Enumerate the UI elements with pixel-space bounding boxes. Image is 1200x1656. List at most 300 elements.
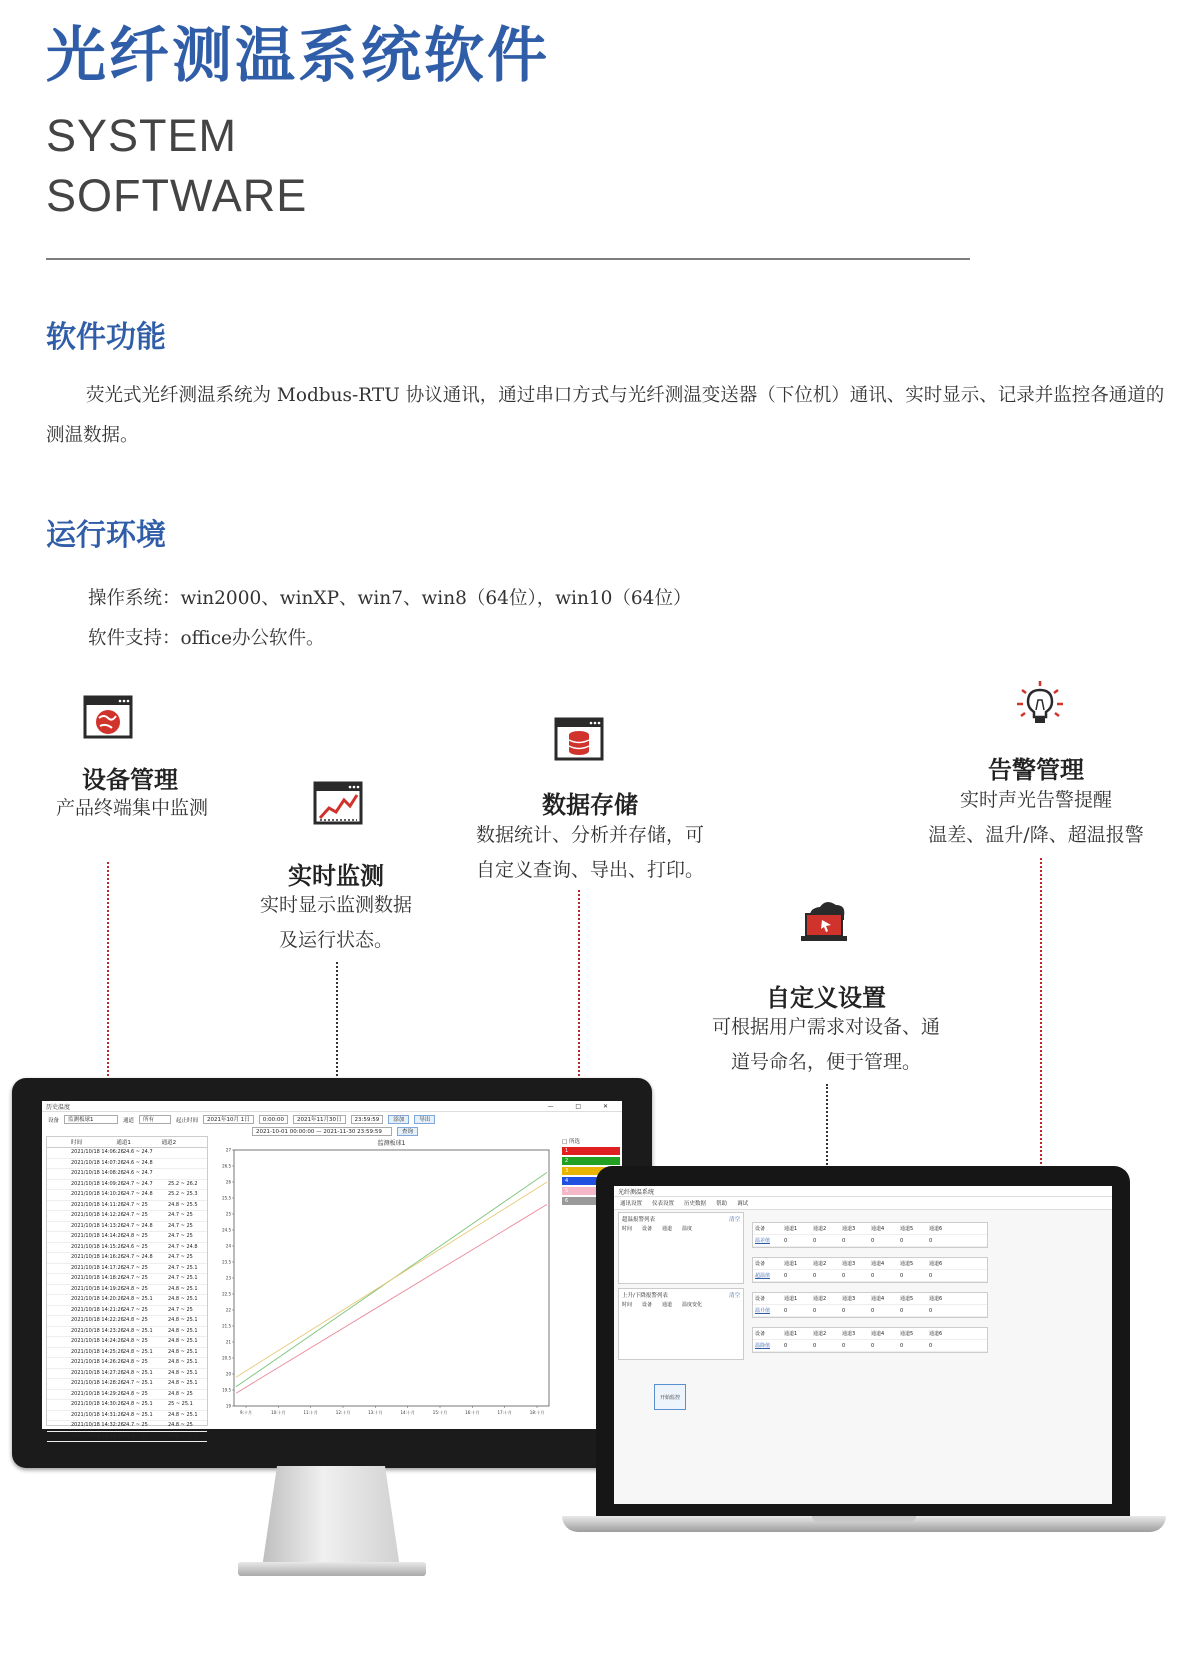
device-select[interactable]: 监测板球1 <box>64 1115 118 1124</box>
table-cell: 24.7 ~ 25 <box>167 1254 193 1260</box>
table-row[interactable] <box>47 1306 207 1317</box>
table-cell: 2021/10/18 14:07:26 <box>71 1159 124 1166</box>
table-cell: 24.8 ~ 25.1 <box>123 1411 153 1418</box>
table-row[interactable] <box>47 1337 207 1348</box>
table-cell: 24.8 ~ 25.1 <box>123 1327 153 1334</box>
y-tick-label: 22.5 <box>222 1291 231 1297</box>
grid-header-cell: 通道4 <box>871 1331 885 1337</box>
x-tick-label: 10:十月 <box>271 1410 286 1415</box>
table-header <box>47 1137 207 1148</box>
table-row[interactable] <box>47 1180 207 1191</box>
table-cell: 24.8 ~ 25 <box>123 1359 148 1365</box>
grid-header <box>753 1328 987 1340</box>
table-row[interactable] <box>47 1432 207 1443</box>
menu-bar <box>614 1197 1112 1210</box>
col-ch2: 通道2 <box>161 1140 177 1146</box>
window-titlebar <box>42 1101 622 1112</box>
menu-help[interactable]: 帮助 <box>716 1201 728 1207</box>
table-cell: 24.8 ~ 25.1 <box>167 1380 198 1386</box>
y-tick-label: 25.5 <box>222 1195 231 1201</box>
table-cell: 24.7 ~ 25 <box>167 1233 193 1239</box>
channel-label: 通道 <box>123 1117 135 1124</box>
storage-desc-2: 自定义查询、导出、打印。 <box>475 859 704 881</box>
grid-header-cell: 通道2 <box>813 1261 827 1267</box>
grid-header-cell: 通道4 <box>871 1296 885 1302</box>
table-cell: 24.6 ~ 25 <box>123 1243 148 1250</box>
table-cell: 24.8 ~ 25.1 <box>123 1401 153 1407</box>
series-line <box>236 1182 547 1377</box>
table-cell: 2021/10/18 14:15:26 <box>71 1243 124 1250</box>
end-time[interactable]: 23:59:59 <box>351 1115 384 1124</box>
table-cell: 2021/10/18 14:32:26 <box>71 1422 124 1428</box>
table-cell: 24.6 ~ 24.8 <box>123 1159 153 1166</box>
x-tick-label: 11:十月 <box>303 1410 318 1415</box>
start-monitoring-button[interactable]: 开始监控 <box>654 1384 686 1410</box>
overtemp-col-device: 设备 <box>642 1226 653 1232</box>
device-connector <box>107 862 109 1076</box>
y-tick-label: 23 <box>225 1275 231 1281</box>
overtemp-col-temp: 温度 <box>682 1226 693 1232</box>
y-tick-label: 21 <box>225 1339 231 1345</box>
table-cell: 24.7 ~ 25 <box>123 1264 148 1271</box>
table-cell: 2021/10/18 14:06:26 <box>71 1149 124 1155</box>
col-ch1: 通道1 <box>116 1140 131 1146</box>
table-cell: 2021/10/18 14:31:26 <box>71 1411 124 1418</box>
y-tick-label: 20 <box>225 1371 231 1377</box>
table-row[interactable] <box>47 1390 207 1401</box>
query-button[interactable]: 查询 <box>397 1127 418 1136</box>
add-button[interactable]: 添加 <box>388 1115 409 1124</box>
database-icon <box>553 716 605 762</box>
table-cell: 24.8 ~ 25.1 <box>167 1369 198 1376</box>
x-tick-label: 17:十月 <box>497 1410 512 1415</box>
range-display: 2021-10-01 00:00:00 — 2021-11-30 23:59:59 <box>252 1127 392 1136</box>
grid-value: 0 <box>842 1342 846 1349</box>
table-cell: 2021/10/18 14:12:26 <box>71 1212 124 1218</box>
table-cell: 24.7 ~ 24.8 <box>123 1222 153 1229</box>
grid-value: 0 <box>813 1237 817 1244</box>
channel-select[interactable]: 所有 <box>139 1115 171 1124</box>
grid-header <box>753 1293 987 1305</box>
table-cell <box>168 1159 207 1169</box>
grid-row <box>753 1235 987 1247</box>
legend-item[interactable]: 5 <box>562 1187 620 1195</box>
grid-header-cell: 通道6 <box>929 1261 943 1267</box>
storage-desc-1: 数据统计、分析并存储，可 <box>475 824 704 846</box>
export-button[interactable]: 导出 <box>414 1115 435 1124</box>
grid-row <box>753 1270 987 1282</box>
custom-title: 自定义设置 <box>766 983 886 1012</box>
history-table <box>46 1136 208 1439</box>
grid-value: 0 <box>929 1342 933 1349</box>
storage-title: 数据存储 <box>542 790 638 819</box>
table-cell: 24.7 ~ 24.7 <box>123 1180 153 1187</box>
grid-header-cell: 通道1 <box>784 1331 798 1337</box>
grid-value: 0 <box>813 1342 817 1349</box>
table-cell: 2021/10/18 14:25:26 <box>71 1348 124 1355</box>
table-cell: 2021/10/18 14:11:26 <box>71 1201 124 1208</box>
subtitle-line2: SOFTWARE <box>46 170 308 221</box>
table-cell: 2021/10/18 14:17:26 <box>71 1264 124 1271</box>
table-cell: 24.7 ~ 25 <box>123 1306 148 1313</box>
storage-connector <box>578 890 580 1076</box>
history-window <box>42 1101 622 1439</box>
grid-header-cell: 通道2 <box>813 1226 827 1232</box>
laptop-window-title: 光纤测温系统 <box>618 1188 655 1196</box>
grid-header-cell: 通道6 <box>929 1226 943 1232</box>
table-cell: 2021/10/18 14:27:26 <box>71 1369 124 1376</box>
table-cell: 24.7 ~ 25 <box>167 1222 193 1229</box>
laptop-notch <box>812 1516 916 1522</box>
grid-value: 0 <box>784 1307 788 1314</box>
table-cell: 24.8 ~ 25.1 <box>167 1327 198 1334</box>
grid-header-cell: 通道6 <box>929 1331 943 1337</box>
table-cell: 2021/10/18 14:08:26 <box>71 1170 124 1176</box>
grid-value: 0 <box>871 1342 875 1349</box>
table-row[interactable] <box>47 1201 207 1212</box>
table-cell: 24.8 ~ 25.1 <box>167 1359 198 1365</box>
grid-row-link[interactable]: 温差值 <box>755 1238 771 1244</box>
grid-value: 0 <box>784 1272 788 1279</box>
table-cell: 24.8 ~ 25 <box>123 1338 148 1344</box>
grid-value: 0 <box>929 1272 933 1279</box>
table-row[interactable] <box>47 1379 207 1390</box>
grid-header-cell: 设备 <box>755 1296 766 1302</box>
table-cell: 2021/10/18 14:23:26 <box>71 1327 124 1334</box>
table-row[interactable] <box>47 1411 207 1422</box>
rise-col-channel: 通道 <box>662 1302 673 1308</box>
table-cell: 24.7 ~ 24.8 <box>123 1191 153 1197</box>
table-row[interactable] <box>47 1421 207 1432</box>
table-row[interactable] <box>47 1400 207 1411</box>
table-cell: 2021/10/18 14:10:26 <box>71 1191 124 1197</box>
table-row[interactable] <box>47 1327 207 1338</box>
table-cell: 2021/10/18 14:20:26 <box>71 1296 124 1302</box>
y-tick-label: 20.5 <box>222 1355 231 1361</box>
table-cell: 24.7 ~ 24.8 <box>123 1254 153 1260</box>
table-cell: 24.8 ~ 25.1 <box>167 1317 198 1323</box>
realtime-connector <box>336 962 338 1076</box>
grid-value: 0 <box>900 1272 904 1279</box>
legend-item[interactable]: 3 <box>562 1167 620 1175</box>
grid-value: 0 <box>842 1272 846 1279</box>
table-cell: 24.7 ~ 24.8 <box>167 1243 198 1250</box>
table-cell: 24.8 ~ 25 <box>123 1432 148 1439</box>
plot-area <box>234 1150 549 1406</box>
alarm-desc-2: 温差、温升/降、超温报警 <box>928 824 1144 846</box>
table-cell: 2021/10/18 14:29:26 <box>71 1390 124 1397</box>
table-cell <box>168 1148 207 1158</box>
start-date[interactable]: 2021年10月 1日 <box>203 1115 254 1124</box>
table-cell: 24.8 ~ 25.5 <box>167 1201 198 1208</box>
y-tick-label: 26.5 <box>222 1163 231 1169</box>
x-tick-label: 13:十月 <box>368 1410 383 1415</box>
chart-title: 监测板球1 <box>377 1140 406 1147</box>
grid-header-cell: 设备 <box>755 1261 766 1267</box>
grid-value: 0 <box>842 1237 846 1244</box>
table-row[interactable] <box>47 1222 207 1233</box>
x-tick-label: 18:十月 <box>529 1410 545 1415</box>
table-cell: 24.8 ~ 25.1 <box>167 1338 198 1344</box>
x-tick-label: 9:十月 <box>240 1410 252 1415</box>
custom-desc-2: 道号命名，便于管理。 <box>730 1051 921 1073</box>
grid-header-cell: 通道3 <box>842 1261 856 1267</box>
environment-os: 操作系统：win2000、winXP、win7、win8（64位），win10（64位） <box>88 588 692 609</box>
y-tick-label: 25 <box>225 1211 231 1217</box>
overtemp-col-time: 时间 <box>622 1226 633 1232</box>
overtemp-clear-link[interactable]: 清空 <box>728 1217 740 1223</box>
table-cell: 2021/10/18 14:18:26 <box>71 1275 124 1281</box>
realtime-title: 实时监测 <box>288 861 384 890</box>
table-row[interactable] <box>47 1211 207 1222</box>
table-cell: 24.7 ~ 25 <box>167 1306 193 1313</box>
table-cell: 2021/10/18 14:24:26 <box>71 1338 124 1344</box>
monitor-base <box>238 1562 426 1576</box>
table-row[interactable] <box>47 1358 207 1369</box>
legend-item[interactable]: 2 <box>562 1157 620 1165</box>
table-cell: 2021/10/18 14:30:26 <box>71 1401 124 1407</box>
grid-header-cell: 设备 <box>755 1331 766 1337</box>
grid-value: 0 <box>900 1307 904 1314</box>
page-title: 光纤测温系统软件 <box>46 21 550 91</box>
grid-header-cell: 通道5 <box>900 1261 914 1267</box>
table-cell: 24.8 ~ 25 <box>123 1285 148 1292</box>
table-cell: 24.7 ~ 25.1 <box>167 1264 198 1271</box>
table-row[interactable] <box>47 1148 207 1159</box>
table-cell: 24.8 ~ 25.1 <box>167 1296 198 1302</box>
table-cell: 2021/10/18 14:33:26 <box>71 1432 124 1439</box>
realtime-desc-2: 及运行状态。 <box>278 929 393 951</box>
rise-list-title: 上升/下降报警列表 <box>622 1293 668 1299</box>
table-row[interactable] <box>47 1295 207 1306</box>
alarm-title: 告警管理 <box>988 755 1084 784</box>
legend-header[interactable]: □ 所选 <box>562 1139 580 1145</box>
table-row[interactable] <box>47 1232 207 1243</box>
environment-heading: 运行环境 <box>46 518 166 553</box>
grid-value: 0 <box>813 1272 817 1279</box>
table-row[interactable] <box>47 1369 207 1380</box>
channel-grid <box>752 1327 988 1353</box>
query-toolbar <box>42 1112 622 1127</box>
table-row[interactable] <box>47 1264 207 1275</box>
grid-header-cell: 通道4 <box>871 1261 885 1267</box>
table-cell: 24.7 ~ 25 <box>123 1201 148 1208</box>
rise-clear-link[interactable]: 清空 <box>728 1293 740 1299</box>
table-cell: 24.6 ~ 24.7 <box>123 1170 153 1176</box>
grid-value: 0 <box>929 1307 933 1314</box>
y-tick-label: 19.5 <box>222 1387 231 1393</box>
table-cell: 24.7 ~ 25 <box>123 1275 148 1281</box>
x-tick-label: 12:十月 <box>335 1410 351 1415</box>
table-cell: 24.7 ~ 25.1 <box>167 1275 198 1281</box>
table-cell: 25 ~ 25.1 <box>167 1401 193 1407</box>
cloud-laptop-icon <box>798 898 850 944</box>
grid-header-cell: 通道6 <box>929 1296 943 1302</box>
menu-history[interactable]: 历史数据 <box>684 1201 707 1207</box>
x-tick-label: 15:十月 <box>432 1410 448 1415</box>
grid-header <box>753 1223 987 1235</box>
table-body <box>47 1148 207 1442</box>
y-tick-label: 24 <box>225 1243 231 1249</box>
table-cell: 25.2 ~ 26.2 <box>167 1180 198 1187</box>
table-cell: 24.7 ~ 25.1 <box>123 1380 153 1386</box>
grid-header-cell: 通道4 <box>871 1226 885 1232</box>
table-cell: 24.8 ~ 25.1 <box>167 1432 198 1439</box>
table-row[interactable] <box>47 1316 207 1327</box>
rise-col-time: 时间 <box>622 1302 633 1308</box>
grid-value: 0 <box>871 1237 875 1244</box>
table-cell: 2021/10/18 14:21:26 <box>71 1306 124 1313</box>
table-cell: 24.6 ~ 24.7 <box>123 1149 153 1155</box>
grid-header-cell: 通道5 <box>900 1331 914 1337</box>
table-cell: 24.8 ~ 25 <box>123 1317 148 1323</box>
main-window <box>614 1186 1112 1504</box>
table-cell: 24.7 ~ 25 <box>167 1212 193 1218</box>
grid-value: 0 <box>871 1272 875 1279</box>
table-cell: 2021/10/18 14:13:26 <box>71 1222 124 1229</box>
grid-row-link[interactable]: 温升值 <box>755 1308 771 1314</box>
table-cell: 2021/10/18 14:26:26 <box>71 1359 124 1365</box>
grid-header-cell: 通道1 <box>784 1226 798 1232</box>
y-tick-label: 23.5 <box>222 1259 231 1265</box>
table-row[interactable] <box>47 1348 207 1359</box>
y-tick-label: 24.5 <box>222 1227 231 1233</box>
device-desc: 产品终端集中监测 <box>55 797 208 819</box>
grid-header-cell: 通道3 <box>842 1226 856 1232</box>
desktop-monitor <box>12 1078 655 1468</box>
table-cell <box>168 1169 207 1179</box>
end-date[interactable]: 2021年11月30日 <box>293 1115 346 1124</box>
device-title: 设备管理 <box>82 765 178 794</box>
history-chart <box>214 1136 559 1428</box>
environment-support: 软件支持：office办公软件。 <box>88 628 325 649</box>
grid-header-cell: 通道3 <box>842 1296 856 1302</box>
device-label: 设备 <box>48 1117 60 1124</box>
y-tick-label: 26 <box>225 1179 231 1185</box>
monitoring-chart-icon <box>312 780 364 826</box>
table-cell: 24.8 ~ 25.1 <box>123 1296 153 1302</box>
lightbulb-icon <box>1014 680 1066 726</box>
legend-item[interactable]: 4 <box>562 1177 620 1185</box>
table-cell: 2021/10/18 14:14:26 <box>71 1233 124 1239</box>
channel-grid <box>752 1222 988 1248</box>
table-cell: 25.2 ~ 25.3 <box>167 1191 198 1197</box>
table-cell: 2021/10/18 14:16:26 <box>71 1254 124 1260</box>
overtemp-list-title: 超温报警列表 <box>622 1217 656 1223</box>
grid-value: 0 <box>784 1237 788 1244</box>
alarm-desc-1: 实时声光告警提醒 <box>959 789 1112 811</box>
rise-col-device: 设备 <box>642 1302 653 1308</box>
grid-value: 0 <box>900 1237 904 1244</box>
divider <box>46 258 970 260</box>
channel-grid <box>752 1257 988 1283</box>
table-row[interactable] <box>47 1253 207 1264</box>
table-cell: 2021/10/18 14:09:26 <box>71 1180 124 1187</box>
browser-globe-icon <box>82 694 134 740</box>
table-cell: 24.8 ~ 25 <box>167 1422 193 1428</box>
y-tick-label: 22 <box>225 1307 231 1313</box>
grid-row <box>753 1305 987 1317</box>
grid-value: 0 <box>842 1307 846 1314</box>
grid-header <box>753 1258 987 1270</box>
table-cell: 24.8 ~ 25 <box>167 1390 193 1397</box>
x-tick-label: 16:十月 <box>465 1410 480 1415</box>
window-controls[interactable]: — □ ✕ <box>547 1102 618 1110</box>
table-cell: 24.8 ~ 25.1 <box>123 1369 153 1376</box>
table-row[interactable] <box>47 1285 207 1296</box>
table-cell: 24.7 ~ 25 <box>123 1212 148 1218</box>
menu-debug[interactable]: 调试 <box>737 1201 749 1207</box>
table-cell: 24.8 ~ 25.1 <box>123 1348 153 1355</box>
table-cell: 24.8 ~ 25 <box>123 1233 148 1239</box>
grid-row-link[interactable]: 温降值 <box>755 1343 771 1349</box>
table-cell: 24.8 ~ 25.1 <box>167 1411 198 1418</box>
functions-text: 荧光式光纤测温系统为 Modbus-RTU 协议通讯，通过串口方式与光纤测温变送器（下位机）通讯、实时显示、记录并监控各通道的测温数据。 <box>46 385 1165 446</box>
functions-heading: 软件功能 <box>46 320 166 355</box>
grid-header-cell: 通道3 <box>842 1331 856 1337</box>
grid-value: 0 <box>784 1342 788 1349</box>
table-row[interactable] <box>47 1243 207 1254</box>
table-row[interactable] <box>47 1190 207 1201</box>
series-line <box>236 1204 547 1393</box>
grid-value: 0 <box>813 1307 817 1314</box>
window-title: 历史温度 <box>46 1103 71 1111</box>
range-label: 起止时间 <box>176 1117 199 1124</box>
subtitle-line1: SYSTEM <box>46 110 238 161</box>
table-cell: 24.8 ~ 25.1 <box>167 1285 198 1292</box>
grid-row-link[interactable]: 超温值 <box>755 1273 771 1279</box>
laptop-titlebar <box>614 1186 1112 1197</box>
grid-header-cell: 通道2 <box>813 1331 827 1337</box>
alarm-connector <box>1040 858 1042 1200</box>
grid-row <box>753 1340 987 1352</box>
table-row[interactable] <box>47 1169 207 1180</box>
table-row[interactable] <box>47 1274 207 1285</box>
y-tick-label: 21.5 <box>222 1323 231 1329</box>
grid-header-cell: 通道5 <box>900 1296 914 1302</box>
grid-value: 0 <box>871 1307 875 1314</box>
realtime-desc-1: 实时显示监测数据 <box>259 894 412 916</box>
y-tick-label: 27 <box>225 1147 231 1153</box>
start-time[interactable]: 0:00:00 <box>259 1115 288 1124</box>
grid-value: 0 <box>929 1237 933 1244</box>
menu-comm[interactable]: 通讯设置 <box>620 1201 643 1207</box>
table-cell: 2021/10/18 14:28:26 <box>71 1380 124 1386</box>
x-tick-label: 14:十月 <box>400 1410 415 1415</box>
rise-col-change: 温度变化 <box>682 1302 703 1308</box>
y-tick-label: 19 <box>225 1403 231 1409</box>
legend-item[interactable]: 1 <box>562 1147 620 1155</box>
table-cell: 24.8 ~ 25.1 <box>167 1348 198 1355</box>
menu-instrument[interactable]: 仪表设置 <box>652 1201 675 1207</box>
grid-header-cell: 通道1 <box>784 1296 798 1302</box>
rise-alarm-list <box>618 1288 744 1360</box>
table-row[interactable] <box>47 1159 207 1170</box>
overtemp-alarm-list <box>618 1212 744 1284</box>
table-cell: 24.8 ~ 25 <box>123 1390 148 1397</box>
channel-grid <box>752 1292 988 1318</box>
legend-item[interactable]: 6 <box>562 1197 620 1205</box>
table-cell: 24.7 ~ 25 <box>123 1422 148 1428</box>
monitor-stand <box>256 1466 406 1568</box>
grid-header-cell: 通道2 <box>813 1296 827 1302</box>
table-cell: 2021/10/18 14:19:26 <box>71 1285 124 1292</box>
custom-desc-1: 可根据用户需求对设备、通 <box>711 1016 940 1038</box>
grid-header-cell: 通道5 <box>900 1226 914 1232</box>
grid-value: 0 <box>900 1342 904 1349</box>
table-cell: 2021/10/18 14:22:26 <box>71 1317 124 1323</box>
col-time: 时间 <box>71 1140 83 1146</box>
